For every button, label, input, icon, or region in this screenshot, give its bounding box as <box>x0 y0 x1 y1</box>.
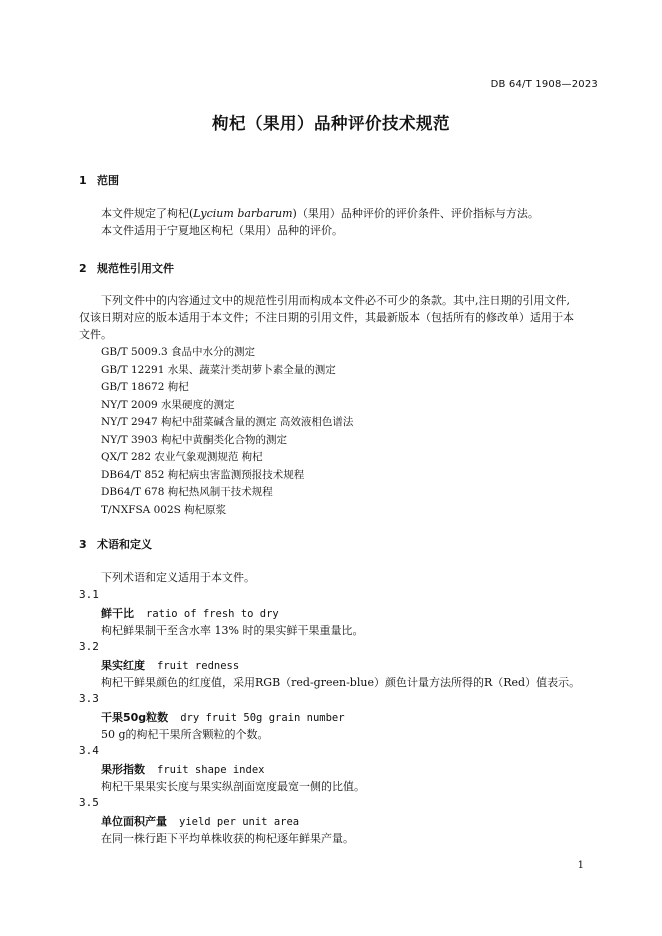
reference-item: GB/T 18672 枸杞 <box>101 381 189 393</box>
reference-list <box>101 344 353 519</box>
section-number: 3 <box>79 538 87 551</box>
term-definition: 50 g的枸杞干果所含颗粒的个数。 <box>101 728 269 741</box>
section-title: 术语和定义 <box>97 538 152 551</box>
term-number: 3.5 <box>79 796 99 809</box>
references-intro-line-1: 下列文件中的内容通过文中的规范性引用而构成本文件必不可少的条款。其中,注日期的引用文件, <box>101 294 570 307</box>
term-number: 3.1 <box>79 588 99 601</box>
reference-item: DB64/T 678 枸杞热风制干技术规程 <box>101 486 273 498</box>
reference-item: NY/T 2947 枸杞中甜菜碱含量的测定 高效液相色谱法 <box>101 416 354 428</box>
references-intro-line-3: 文件。 <box>79 328 112 341</box>
reference-item: QX/T 282 农业气象观测规范 枸杞 <box>101 451 263 463</box>
term-name: 单位面积产量 yield per unit area <box>101 815 300 828</box>
term-definition: 枸杞鲜果制干至含水率 13% 时的果实鲜干果重量比。 <box>101 624 364 637</box>
term-definition: 枸杞干果果实长度与果实纵剖面宽度最宽一侧的比值。 <box>101 780 365 793</box>
reference-item: GB/T 12291 水果、蔬菜汁类胡萝卜素全量的测定 <box>101 363 336 376</box>
scope-paragraph-2: 本文件适用于宁夏地区枸杞（果用）品种的评价。 <box>101 224 343 237</box>
term-definition: 在同一株行距下平均单株收获的枸杞逐年鲜果产量。 <box>101 832 354 845</box>
references-intro-line-2: 仅该日期对应的版本适用于本文件；不注日期的引用文件，其最新版本（包括所有的修改单）适用于本 <box>79 311 574 324</box>
term-number: 3.3 <box>79 692 99 705</box>
section-title: 范围 <box>97 174 119 187</box>
section-1-heading <box>79 172 119 188</box>
term-name: 果形指数 fruit shape index <box>101 763 265 776</box>
latin-name: Lycium barbarum <box>193 207 293 220</box>
term-name: 果实红度 fruit redness <box>101 659 240 672</box>
section-2-heading <box>79 260 174 276</box>
reference-item: DB64/T 852 枸杞病虫害监测预报技术规程 <box>101 468 305 481</box>
term-number: 3.4 <box>79 744 99 757</box>
term-number: 3.2 <box>79 640 99 653</box>
document-title: 枸杞（果用）品种评价技术规范 <box>212 114 450 133</box>
section-title: 规范性引用文件 <box>97 262 174 275</box>
reference-item: NY/T 3903 枸杞中黄酮类化合物的测定 <box>101 433 288 446</box>
section-3-heading <box>79 536 152 552</box>
reference-item: NY/T 2009 水果硬度的测定 <box>101 398 235 411</box>
section-number: 2 <box>79 262 87 275</box>
page-number: 1 <box>577 860 584 871</box>
terms-intro: 下列术语和定义适用于本文件。 <box>101 571 255 584</box>
term-name: 干果50g粒数 dry fruit 50g grain number <box>101 711 345 724</box>
document-code: DB 64/T 1908—2023 <box>490 79 598 90</box>
section-number: 1 <box>79 174 87 187</box>
reference-item: T/NXFSA 002S 枸杞原浆 <box>101 503 227 516</box>
term-name: 鲜干比 ratio of fresh to dry <box>101 607 279 620</box>
reference-item: GB/T 5009.3 食品中水分的测定 <box>101 346 256 358</box>
term-definition: 枸杞干鲜果颜色的红度值，采用RGB（red-green-blue）颜色计量方法所得的R（Red）值表示。 <box>101 676 581 689</box>
scope-paragraph-1: 本文件规定了枸杞(Lycium barbarum)（果用）品种评价的评价条件、评价指标与方法。 <box>101 207 539 220</box>
